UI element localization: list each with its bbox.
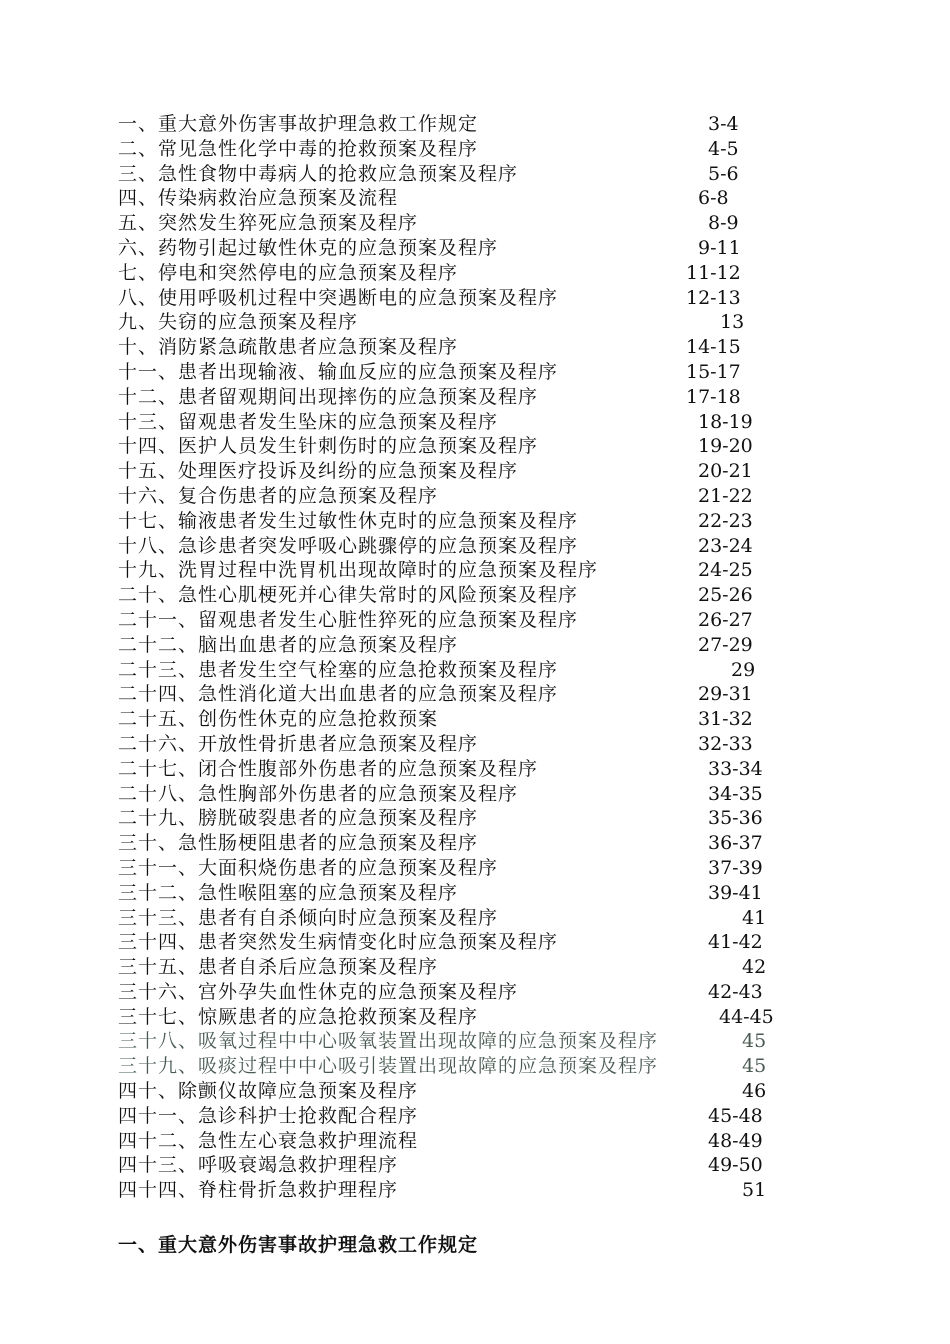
toc-entry — [0, 162, 950, 187]
toc-entry-title: 六、药物引起过敏性休克的应急预案及程序 — [118, 236, 499, 259]
toc-entry-pages: 20-21 — [698, 460, 753, 483]
toc-entry-pages: 49-50 — [708, 1154, 763, 1177]
toc-entry-title: 三十九、吸痰过程中中心吸引装置出现故障的应急预案及程序 — [118, 1055, 659, 1078]
toc-entry — [0, 806, 950, 831]
toc-entry — [0, 732, 950, 757]
toc-entry-title: 八、使用呼吸机过程中突遇断电的应急预案及程序 — [118, 286, 559, 309]
toc-entry-pages: 5-6 — [708, 162, 739, 185]
toc-entry-pages: 29 — [731, 658, 756, 681]
toc-entry-pages: 14-15 — [686, 336, 741, 359]
toc-entry-title: 二十一、留观患者发生心脏性猝死的应急预案及程序 — [118, 608, 579, 631]
toc-entry-pages: 25-26 — [698, 584, 753, 607]
toc-entry-pages: 34-35 — [708, 782, 763, 805]
toc-entry-pages: 36-37 — [708, 832, 763, 855]
toc-entry-title: 二十二、脑出血患者的应急预案及程序 — [118, 633, 459, 656]
toc-entry — [0, 980, 950, 1005]
toc-entry — [0, 608, 950, 633]
toc-entry-title: 二十九、膀胱破裂患者的应急预案及程序 — [118, 807, 479, 830]
toc-entry-pages: 31-32 — [698, 708, 753, 731]
toc-entry — [0, 211, 950, 236]
toc-entry — [0, 261, 950, 286]
toc-entry — [0, 1104, 950, 1129]
toc-entry-title: 十九、洗胃过程中洗胃机出现故障时的应急预案及程序 — [118, 559, 599, 582]
toc-entry-title: 三十七、惊厥患者的应急抢救预案及程序 — [118, 1005, 479, 1028]
toc-entry-pages: 45 — [742, 1030, 767, 1053]
toc-entry-title: 四十四、脊柱骨折急救护理程序 — [118, 1179, 399, 1202]
toc-entry-pages: 45-48 — [708, 1104, 763, 1127]
toc-entry — [0, 856, 950, 881]
toc-entry-title: 二十六、开放性骨折患者应急预案及程序 — [118, 732, 479, 755]
toc-entry — [0, 360, 950, 385]
toc-entry-title: 十一、患者出现输液、输血反应的应急预案及程序 — [118, 360, 559, 383]
toc-entry — [0, 1153, 950, 1178]
toc-entry — [0, 633, 950, 658]
toc-entry — [0, 310, 950, 335]
toc-entry-pages: 13 — [720, 311, 745, 334]
toc-entry-title: 四十三、呼吸衰竭急救护理程序 — [118, 1154, 399, 1177]
toc-entry-title: 五、突然发生猝死应急预案及程序 — [118, 212, 419, 235]
toc-entry-pages: 44-45 — [719, 1005, 774, 1028]
toc-entry — [0, 335, 950, 360]
toc-entry-title: 三十四、患者突然发生病情变化时应急预案及程序 — [118, 931, 559, 954]
toc-entry-pages: 51 — [742, 1179, 767, 1202]
toc-entry — [0, 831, 950, 856]
toc-entry-title: 十五、处理医疗投诉及纠纷的应急预案及程序 — [118, 460, 519, 483]
toc-entry — [0, 1178, 950, 1203]
toc-entry-title: 三十三、患者有自杀倾向时应急预案及程序 — [118, 906, 499, 929]
toc-entry-title: 十六、复合伤患者的应急预案及程序 — [118, 484, 439, 507]
toc-entry-title: 十三、留观患者发生坠床的应急预案及程序 — [118, 410, 499, 433]
toc-entry-pages: 6-8 — [698, 187, 729, 210]
toc-entry — [0, 434, 950, 459]
toc-entry-title: 四、传染病救治应急预案及流程 — [118, 187, 399, 210]
toc-entry — [0, 410, 950, 435]
toc-entry — [0, 137, 950, 162]
toc-entry — [0, 558, 950, 583]
toc-entry-title: 二十、急性心肌梗死并心律失常时的风险预案及程序 — [118, 584, 579, 607]
toc-entry-pages: 8-9 — [708, 212, 739, 235]
toc-entry-pages: 23-24 — [698, 534, 753, 557]
toc-entry-pages: 12-13 — [686, 286, 741, 309]
toc-entry — [0, 112, 950, 137]
toc-entry-pages: 32-33 — [698, 732, 753, 755]
toc-entry-pages: 3-4 — [708, 113, 739, 135]
toc-entry-title: 三十二、急性喉阻塞的应急预案及程序 — [118, 881, 459, 904]
table-of-contents — [0, 112, 950, 1203]
toc-entry-pages: 24-25 — [698, 559, 753, 582]
toc-entry-title: 十七、输液患者发生过敏性休克时的应急预案及程序 — [118, 509, 579, 532]
toc-entry-title: 二十八、急性胸部外伤患者的应急预案及程序 — [118, 782, 519, 805]
toc-entry-title: 三十六、宫外孕失血性休克的应急预案及程序 — [118, 980, 519, 1003]
toc-entry — [0, 385, 950, 410]
toc-entry — [0, 186, 950, 211]
toc-entry — [0, 1129, 950, 1154]
toc-entry-pages: 15-17 — [686, 360, 741, 383]
toc-entry-pages: 11-12 — [686, 261, 741, 284]
toc-entry-title: 七、停电和突然停电的应急预案及程序 — [118, 261, 459, 284]
toc-entry-title: 二、常见急性化学中毒的抢救预案及程序 — [118, 137, 479, 160]
toc-entry — [0, 955, 950, 980]
toc-entry-pages: 48-49 — [708, 1129, 763, 1152]
toc-entry-pages: 21-22 — [698, 484, 753, 507]
toc-entry-title: 三十一、大面积烧伤患者的应急预案及程序 — [118, 856, 499, 879]
toc-entry-title: 十八、急诊患者突发呼吸心跳骤停的应急预案及程序 — [118, 534, 579, 557]
toc-entry-title: 十、消防紧急疏散患者应急预案及程序 — [118, 336, 459, 359]
toc-entry — [0, 757, 950, 782]
toc-entry — [0, 682, 950, 707]
toc-entry-pages: 45 — [742, 1055, 767, 1078]
toc-entry-pages: 35-36 — [708, 807, 763, 830]
toc-entry-title: 三十八、吸氧过程中中心吸氧装置出现故障的应急预案及程序 — [118, 1030, 659, 1053]
toc-entry-title: 三十、急性肠梗阻患者的应急预案及程序 — [118, 832, 479, 855]
toc-entry — [0, 881, 950, 906]
toc-entry — [0, 782, 950, 807]
toc-entry-pages: 27-29 — [698, 633, 753, 656]
toc-entry-title: 二十三、患者发生空气栓塞的应急抢救预案及程序 — [118, 658, 559, 681]
toc-entry-pages: 41 — [742, 906, 767, 929]
section-heading: 一、重大意外伤害事故护理急救工作规定 — [118, 1234, 479, 1256]
toc-entry-pages: 22-23 — [698, 509, 753, 532]
toc-entry — [0, 509, 950, 534]
toc-entry-title: 十二、患者留观期间出现摔伤的应急预案及程序 — [118, 385, 539, 408]
toc-entry — [0, 1005, 950, 1030]
toc-entry-title: 三十五、患者自杀后应急预案及程序 — [118, 956, 439, 979]
toc-entry-pages: 41-42 — [708, 931, 763, 954]
toc-entry-title: 三、急性食物中毒病人的抢救应急预案及程序 — [118, 162, 519, 185]
toc-entry — [0, 1079, 950, 1104]
toc-entry-pages: 9-11 — [698, 236, 741, 259]
toc-entry-title: 四十一、急诊科护士抢救配合程序 — [118, 1104, 419, 1127]
toc-entry-pages: 19-20 — [698, 435, 753, 458]
toc-entry-pages: 18-19 — [698, 410, 753, 433]
toc-entry — [0, 534, 950, 559]
toc-entry-title: 十四、医护人员发生针刺伤时的应急预案及程序 — [118, 435, 539, 458]
toc-entry — [0, 1054, 950, 1079]
toc-entry-pages: 26-27 — [698, 608, 753, 631]
toc-entry — [0, 459, 950, 484]
toc-entry-title: 二十四、急性消化道大出血患者的应急预案及程序 — [118, 683, 559, 706]
toc-entry — [0, 1029, 950, 1054]
toc-entry-pages: 4-5 — [708, 137, 739, 160]
toc-entry-title: 九、失窃的应急预案及程序 — [118, 311, 359, 334]
toc-entry-pages: 46 — [742, 1080, 767, 1103]
toc-entry-pages: 37-39 — [708, 856, 763, 879]
toc-entry — [0, 707, 950, 732]
toc-entry-pages: 42-43 — [708, 980, 763, 1003]
toc-entry-pages: 39-41 — [708, 881, 763, 904]
toc-entry-title: 一、重大意外伤害事故护理急救工作规定 — [118, 113, 479, 135]
toc-entry-pages: 42 — [742, 956, 767, 979]
toc-entry — [0, 236, 950, 261]
toc-entry — [0, 906, 950, 931]
toc-entry — [0, 484, 950, 509]
toc-entry-title: 四十、除颤仪故障应急预案及程序 — [118, 1080, 419, 1103]
toc-entry-title: 二十五、创伤性休克的应急抢救预案 — [118, 708, 439, 731]
toc-entry — [0, 930, 950, 955]
toc-entry-title: 二十七、闭合性腹部外伤患者的应急预案及程序 — [118, 757, 539, 780]
toc-entry-pages: 33-34 — [708, 757, 763, 780]
toc-entry-title: 四十二、急性左心衰急救护理流程 — [118, 1129, 419, 1152]
toc-entry — [0, 583, 950, 608]
toc-entry — [0, 286, 950, 311]
toc-entry-pages: 29-31 — [698, 683, 753, 706]
toc-entry-pages: 17-18 — [686, 385, 741, 408]
toc-entry — [0, 658, 950, 683]
